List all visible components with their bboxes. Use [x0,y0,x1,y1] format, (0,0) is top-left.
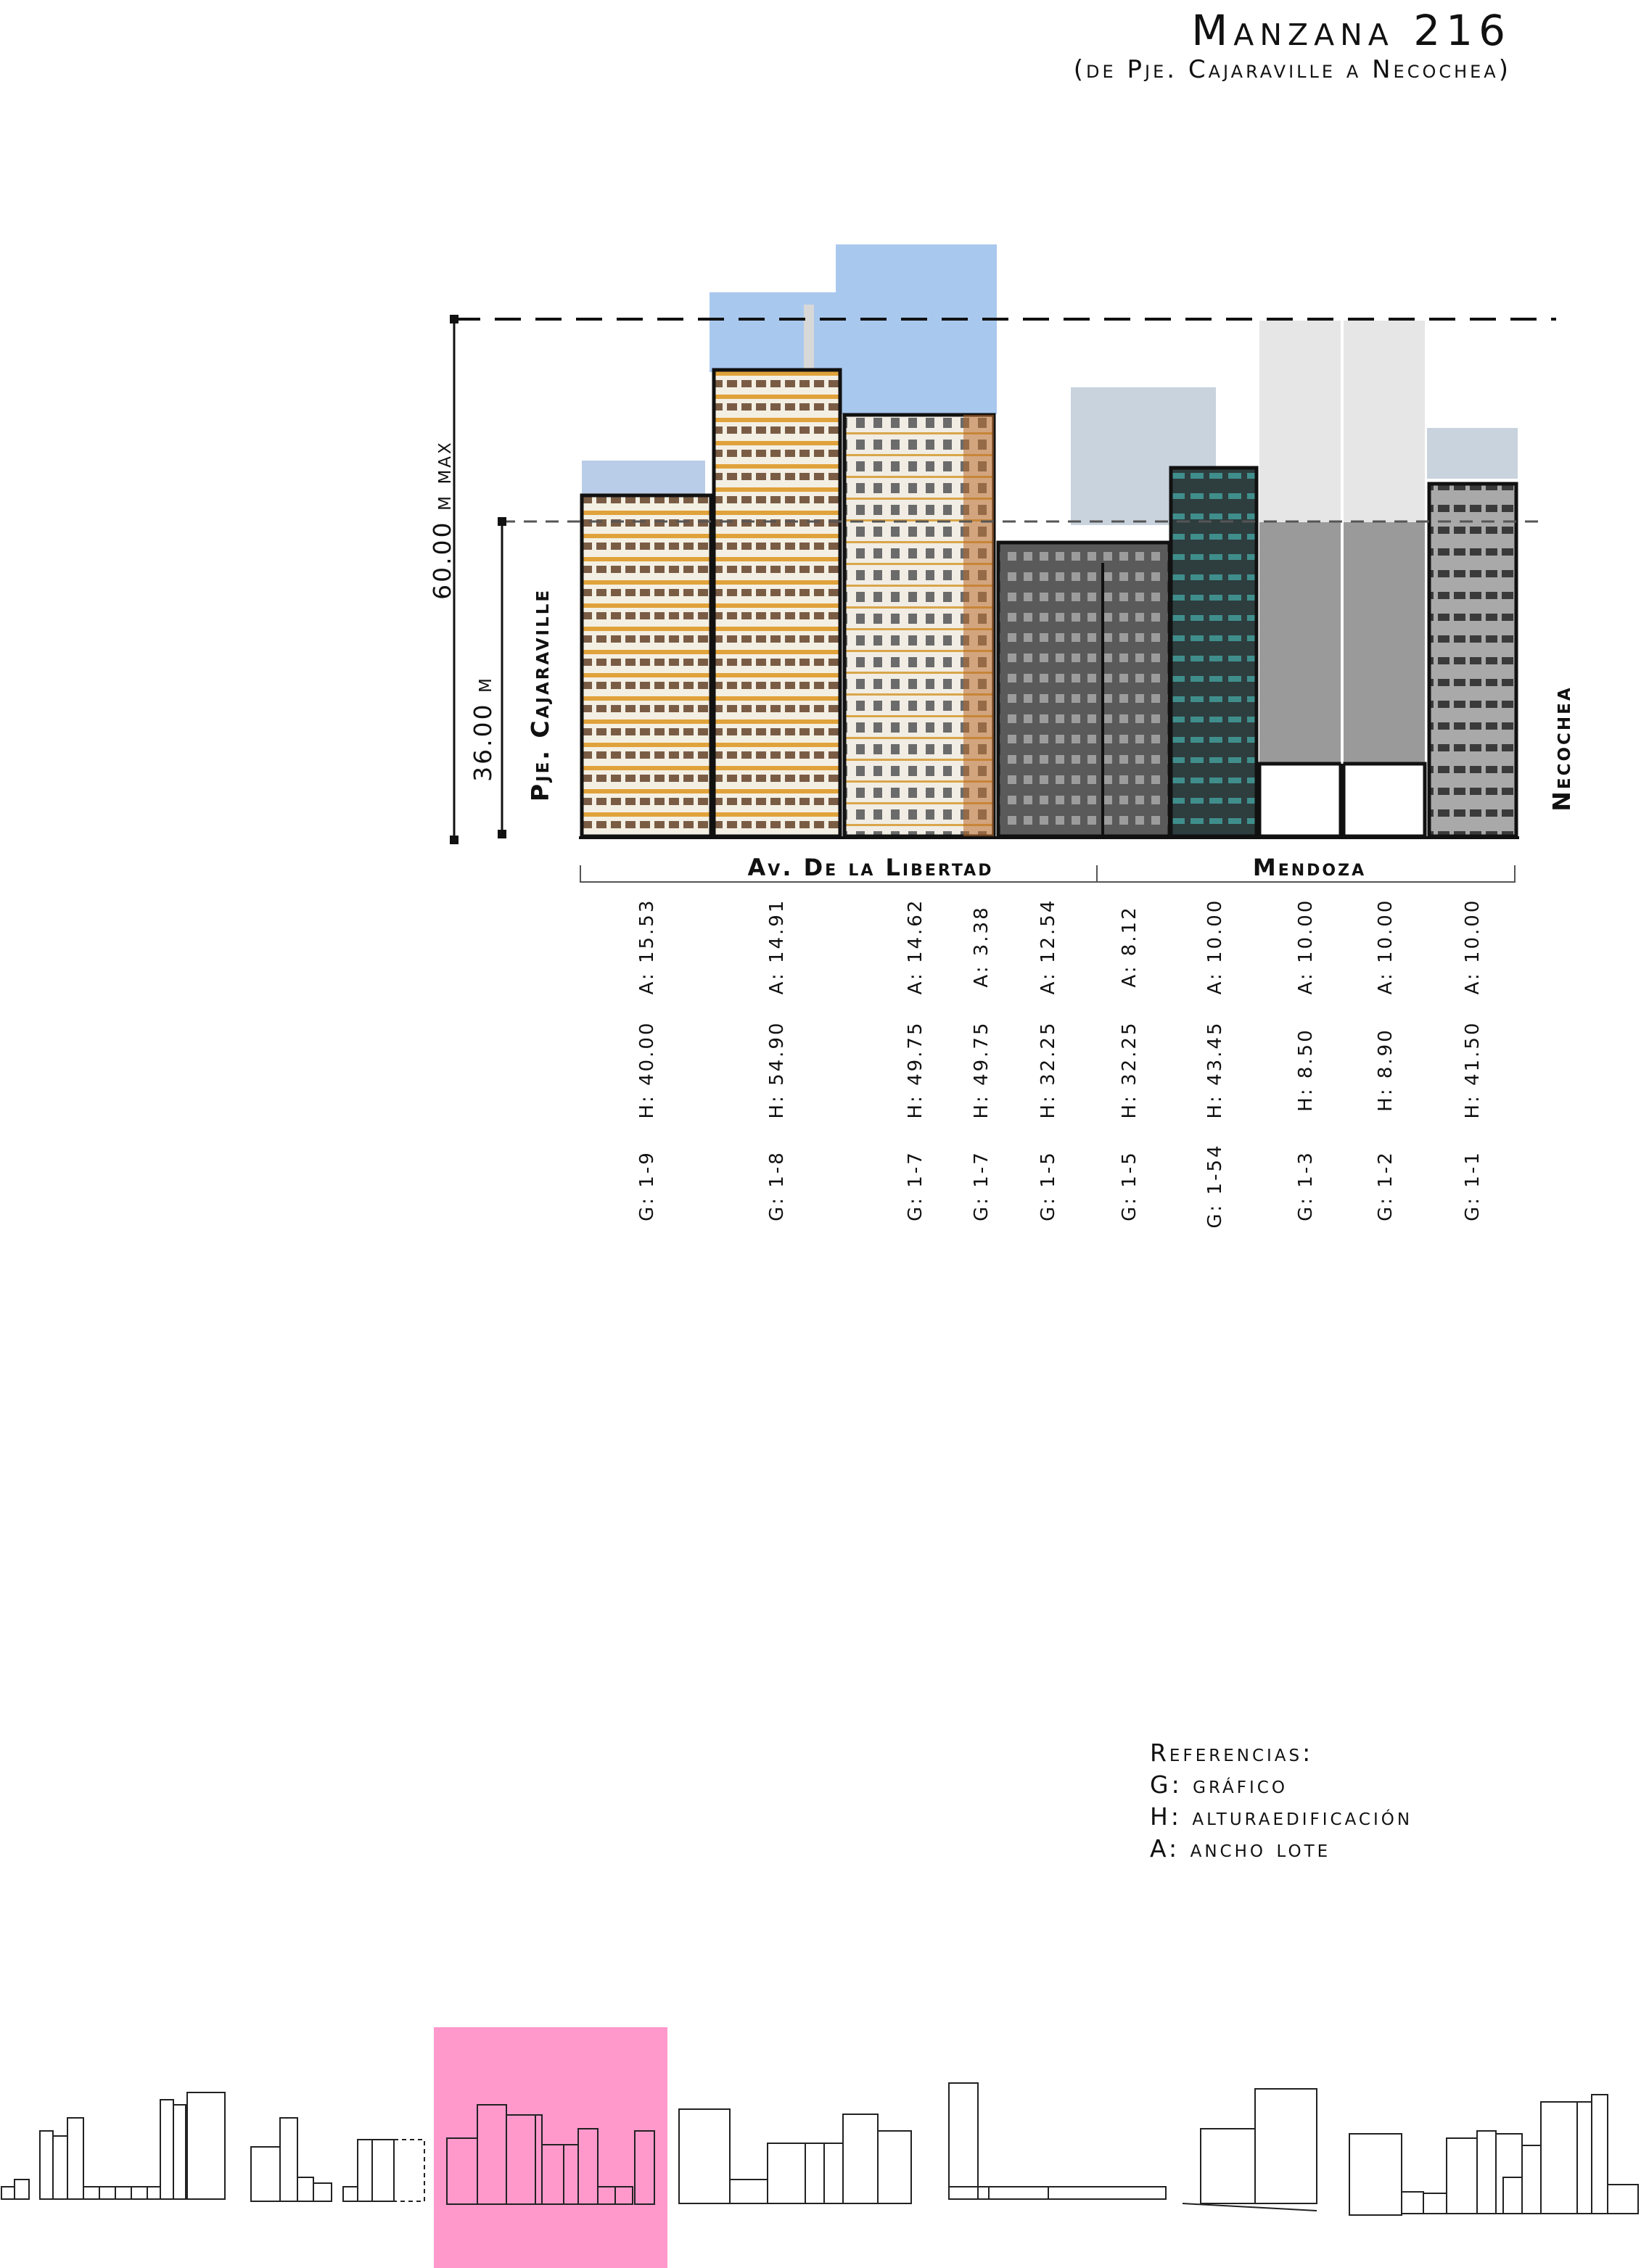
page-subtitle: (de Pje. Cajaraville a Necochea) [1073,55,1511,84]
lot-column [901,896,930,1222]
lot-h-value: H: 8.50 [1295,1028,1317,1112]
lot-a-value: A: 10.00 [1462,898,1484,995]
envelope-upper-g1-3 [1259,321,1341,522]
lot-g-value: G: 1-7 [971,1150,992,1221]
lot-h-value: H: 8.90 [1375,1028,1397,1112]
lot-a-value: A: 3.38 [971,905,992,988]
block-thumbnail [1349,2095,1638,2215]
building-g1-3 [1259,764,1341,836]
lot-h-value: H: 40.00 [636,1020,658,1119]
block-thumbnails-strip [0,2024,1649,2268]
reference-h: H: alturaedificación [1150,1802,1413,1831]
base-height-label: 36.00 m [469,676,497,782]
envelope-lower-g1-3 [1259,522,1341,764]
lot-a-value: A: 8.12 [1119,905,1140,988]
street-label-necochea: Necochea [1547,685,1576,812]
lot-h-value: H: 54.90 [766,1020,788,1119]
lot-h-value: H: 32.25 [1037,1020,1059,1119]
current-block-highlight [434,2027,667,2268]
block-thumbnail [1183,2089,1317,2211]
building-g1-1 [1429,484,1516,836]
reference-a: A: ancho lote [1150,1834,1331,1863]
building-g1-9 [582,495,711,836]
lot-h-value: H: 41.50 [1462,1020,1484,1119]
lot-g-value: G: 1-5 [1119,1150,1140,1221]
building-g1-5 [998,543,1169,836]
page-title: Manzana 216 [1191,6,1511,55]
lot-h-value: H: 49.75 [971,1020,992,1119]
dimension-tick [450,836,458,844]
lot-a-value: A: 10.00 [1204,898,1226,995]
street-elevation [0,0,1649,899]
sky-background [1427,428,1518,479]
sky-background [582,461,705,497]
lot-a-value: A: 10.00 [1375,898,1397,995]
street-label-cajaraville: Pje. Cajaraville [526,587,554,802]
block-thumbnail [1,2092,225,2199]
lot-a-value: A: 14.91 [766,898,788,995]
lot-column [1291,896,1320,1222]
lot-h-value: H: 49.75 [905,1020,926,1119]
lot-column [1115,896,1144,1222]
lot-column [1371,896,1400,1222]
lot-column [1458,896,1487,1222]
block-thumbnail [251,2118,424,2201]
lot-column [1201,896,1230,1229]
block-thumbnail [679,2109,911,2203]
references-heading: Referencias: [1150,1739,1314,1767]
sky-background [710,292,843,372]
lot-g-value: G: 1-7 [905,1150,926,1221]
references-legend [1150,1737,1412,1865]
antenna [804,305,814,370]
lot-h-value: H: 43.45 [1204,1020,1226,1119]
sky-background [836,244,997,414]
max-height-label: 60.00 m max [428,440,456,600]
lot-g-value: G: 1-3 [1295,1150,1317,1221]
envelope-lower-g1-2 [1344,522,1425,764]
street-label-libertad: Av. De la Libertad [747,854,994,881]
building-g1-8 [714,370,840,836]
dimension-tick [450,315,458,323]
lot-g-value: G: 1-9 [636,1150,658,1221]
dimension-tick [498,830,506,838]
building-g1-54 [1171,468,1257,836]
lot-column [967,896,996,1222]
envelope-upper-g1-2 [1344,321,1425,522]
lot-column [633,896,662,1222]
building-g1-7-narrow [963,415,994,836]
lot-g-value: G: 1-8 [766,1150,788,1221]
lot-a-value: A: 14.62 [905,898,926,995]
lot-g-value: G: 1-1 [1462,1150,1484,1221]
street-label-mendoza: Mendoza [1252,854,1367,881]
reference-g: G: gráfico [1150,1770,1288,1799]
lot-column [1034,896,1063,1222]
lot-column [762,896,791,1222]
lot-a-value: A: 10.00 [1295,898,1317,995]
building-g1-2 [1344,764,1425,836]
lot-h-value: H: 32.25 [1119,1020,1140,1119]
lot-g-value: G: 1-5 [1037,1150,1059,1221]
lot-g-value: G: 1-54 [1204,1143,1226,1229]
lot-g-value: G: 1-2 [1375,1150,1397,1221]
block-thumbnail [949,2083,1166,2199]
lot-a-value: A: 15.53 [636,898,658,995]
lot-a-value: A: 12.54 [1037,898,1059,995]
dimension-tick [498,517,506,526]
